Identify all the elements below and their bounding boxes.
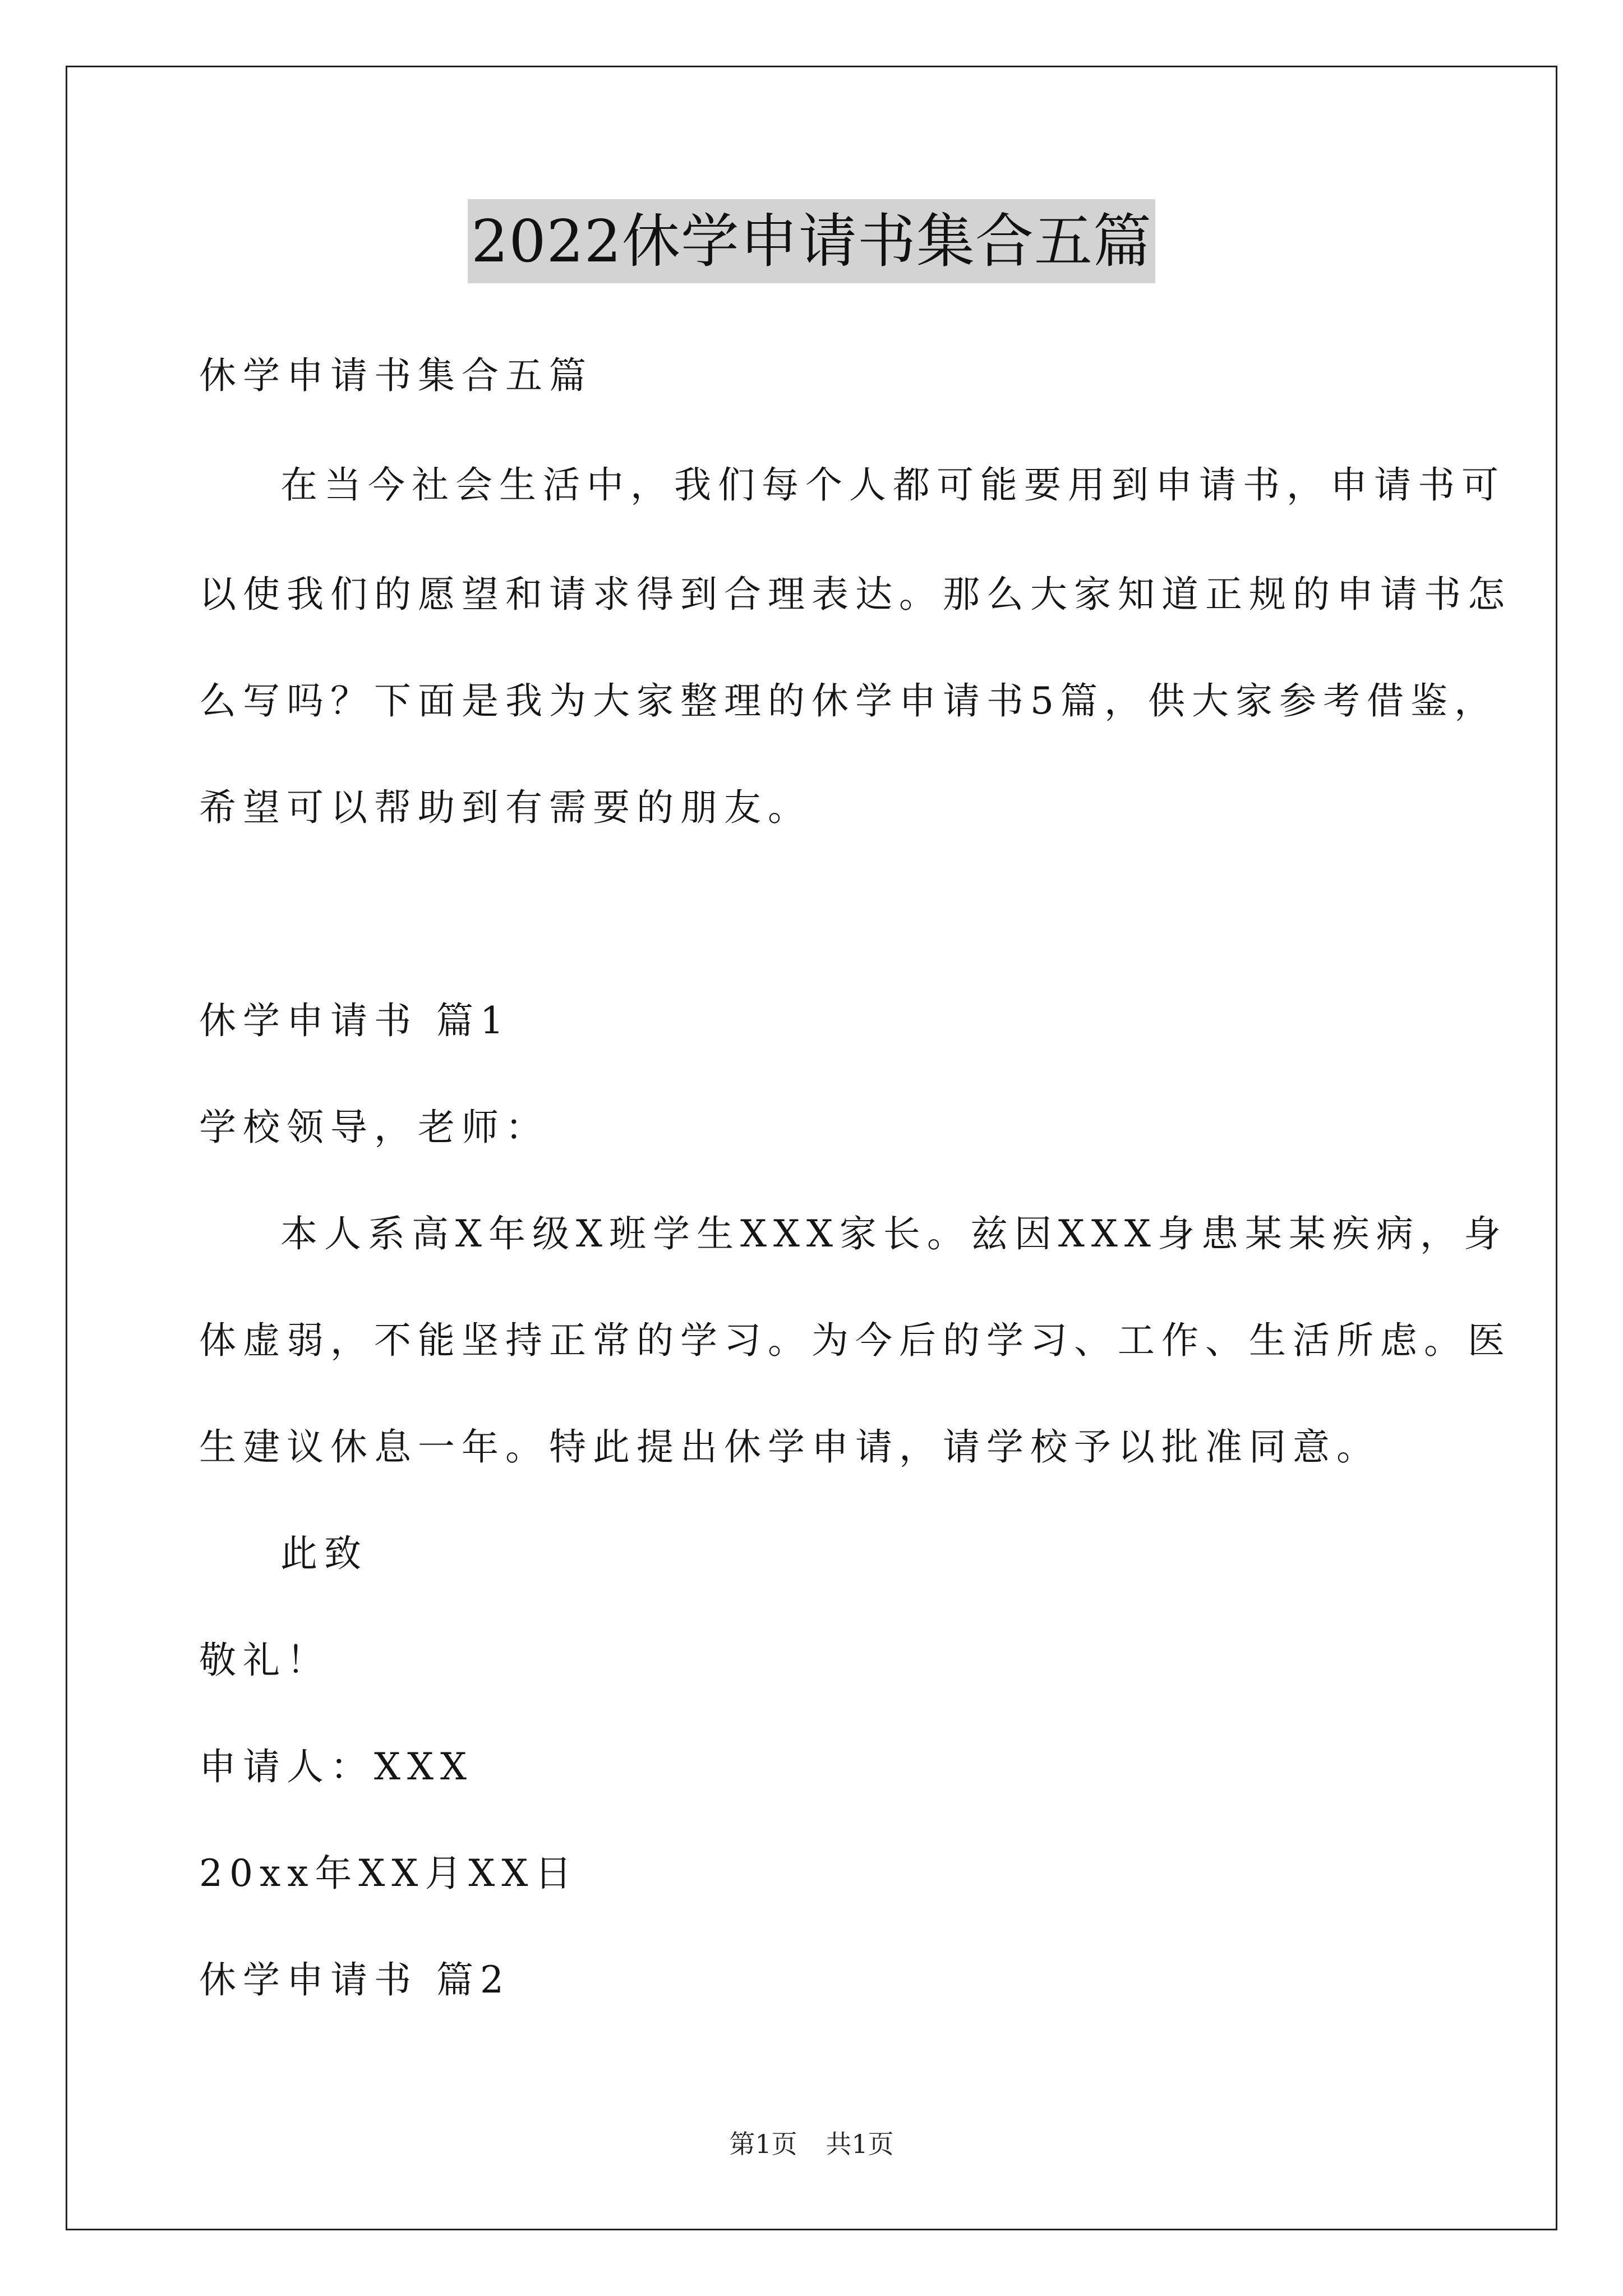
closing-ci-zhi: 此致 <box>280 1532 368 1575</box>
section1-heading: 休学申请书 篇1 <box>199 999 510 1042</box>
section1-body-line-1: 本人系高X年级X班学生XXX家长。兹因XXX身患某某疾病，身 <box>280 1212 1507 1255</box>
intro-line-2: 以使我们的愿望和请求得到合理表达。那么大家知道正规的申请书怎 <box>199 573 1511 616</box>
applicant: 申请人：XXX <box>199 1745 473 1788</box>
section1-salutation: 学校领导，老师： <box>199 1106 549 1149</box>
intro-line-1: 在当今社会生活中，我们每个人都可能要用到申请书，申请书可 <box>280 463 1505 507</box>
page-current: 第1页 <box>729 2129 797 2159</box>
intro-line-4: 希望可以帮助到有需要的朋友。 <box>199 786 811 829</box>
section1-body-line-3: 生建议休息一年。特此提出休学申请，请学校予以批准同意。 <box>199 1425 1380 1469</box>
document-title: 2022休学申请书集合五篇 <box>468 199 1155 283</box>
page-footer <box>0 2127 1623 2161</box>
intro-line-3: 么写吗？下面是我为大家整理的休学申请书5篇，供大家参考借鉴， <box>199 679 1498 723</box>
section2-heading: 休学申请书 篇2 <box>199 1958 510 2001</box>
subtitle: 休学申请书集合五篇 <box>199 354 593 397</box>
date: 20xx年XX月XX日 <box>199 1852 579 1895</box>
closing-jing-li: 敬礼！ <box>199 1639 330 1682</box>
page-total: 共1页 <box>826 2129 894 2159</box>
title-container <box>0 199 1623 283</box>
section1-body-line-2: 体虚弱，不能坚持正常的学习。为今后的学习、工作、生活所虑。医 <box>199 1319 1511 1362</box>
